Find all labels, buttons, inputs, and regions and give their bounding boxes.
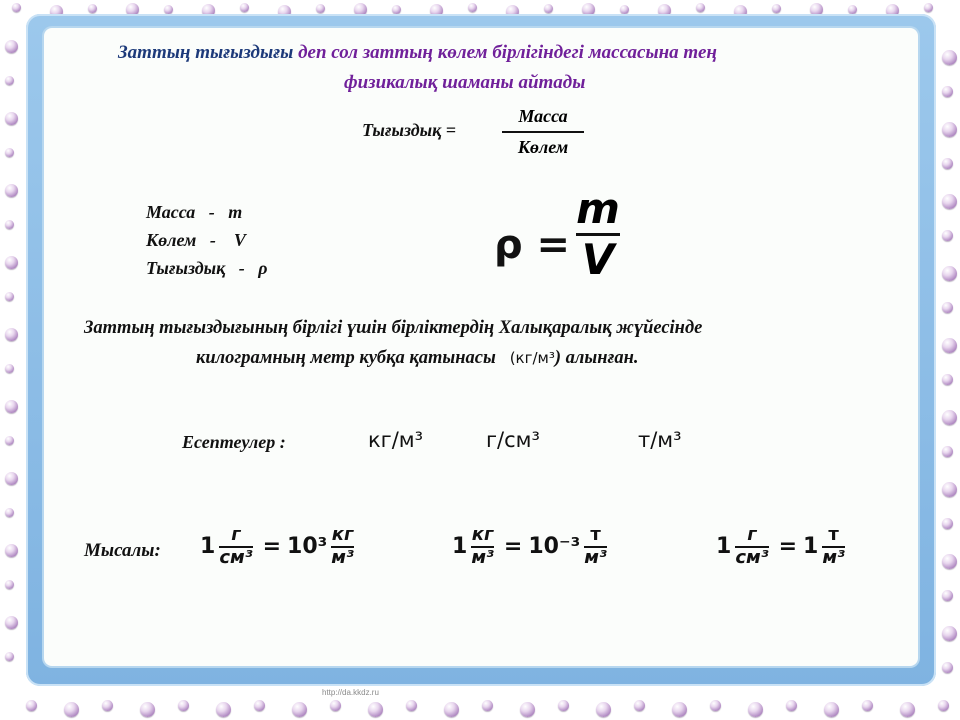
decorative-bead — [942, 446, 953, 457]
word-formula-lhs: Тығыздық = — [362, 120, 457, 140]
decorative-bead — [5, 472, 18, 485]
decorative-bead — [12, 3, 21, 12]
decorative-bead — [5, 148, 14, 157]
symbol-row-density: Тығыздық - ρ — [146, 258, 268, 278]
decorative-bead — [254, 700, 265, 711]
decorative-bead — [596, 702, 611, 717]
decorative-bead — [5, 580, 14, 589]
decorative-bead — [392, 5, 401, 14]
main-formula-denominator: V — [581, 235, 615, 284]
example-3-unit-left: г см³ — [735, 524, 769, 568]
decorative-bead — [5, 364, 14, 373]
si-unit-line-2: килограмның метр кубқа қатынасы (кг/м³) алынған. — [196, 348, 639, 368]
fraction-bar — [502, 131, 584, 133]
decorative-bead — [942, 158, 953, 169]
decorative-bead — [620, 5, 629, 14]
footer-url: http://da.kkdz.ru — [322, 688, 379, 697]
decorative-bead — [5, 436, 14, 445]
decorative-bead — [5, 652, 14, 661]
decorative-bead — [558, 700, 569, 711]
example-1: 1 г см³ = 10³ кг м³ — [200, 524, 354, 568]
decorative-bead — [330, 700, 341, 711]
decorative-bead — [848, 5, 857, 14]
word-formula-fraction — [502, 106, 584, 158]
example-3-unit-right: т м³ — [822, 524, 845, 568]
definition-line-2: физикалық шаманы айтады — [344, 72, 586, 93]
decorative-bead — [316, 4, 325, 13]
decorative-bead — [942, 230, 953, 241]
decorative-bead — [5, 76, 14, 85]
decorative-bead — [748, 702, 763, 717]
decorative-bead — [942, 410, 957, 425]
example-1-unit-right: кг м³ — [331, 524, 354, 568]
slide-panel — [44, 28, 918, 666]
decorative-bead — [5, 112, 18, 125]
decorative-bead — [924, 3, 933, 12]
decorative-bead — [942, 374, 953, 385]
unit-g-cm3: г/см³ — [486, 428, 540, 452]
decorative-bead — [942, 266, 957, 281]
decorative-bead — [5, 292, 14, 301]
decorative-bead — [942, 338, 957, 353]
decorative-bead — [942, 590, 953, 601]
decorative-bead — [942, 518, 953, 529]
decorative-bead — [544, 4, 553, 13]
unit-t-m3: т/м³ — [638, 428, 682, 452]
examples-label: Мысалы: — [84, 540, 161, 561]
symbol-list — [146, 198, 268, 282]
decorative-bead — [696, 3, 705, 12]
decorative-bead — [938, 700, 949, 711]
definition-text: деп сол заттың көлем бірлігіндегі массасына тең — [298, 42, 717, 63]
example-3: 1 г см³ = 1 т м³ — [716, 524, 845, 568]
decorative-bead — [5, 508, 14, 517]
decorative-bead — [710, 700, 721, 711]
decorative-bead — [5, 220, 14, 229]
decorative-bead — [178, 700, 189, 711]
decorative-bead — [482, 700, 493, 711]
decorative-bead — [862, 700, 873, 711]
decorative-bead — [520, 702, 535, 717]
decorative-bead — [5, 184, 18, 197]
main-formula-numerator: m — [576, 184, 620, 233]
definition-term: Заттың тығыздығы — [118, 42, 299, 63]
decorative-bead — [468, 3, 477, 12]
example-2-unit-right: т м³ — [584, 524, 607, 568]
decorative-bead — [5, 40, 18, 53]
decorative-bead — [900, 702, 915, 717]
decorative-bead — [5, 328, 18, 341]
word-formula-denominator: Көлем — [517, 137, 569, 157]
example-2: 1 кг м³ = 10⁻³ т м³ — [452, 524, 607, 568]
decorative-bead — [292, 702, 307, 717]
main-formula-lhs: ρ = — [494, 222, 571, 268]
decorative-bead — [942, 194, 957, 209]
decorative-bead — [672, 702, 687, 717]
decorative-bead — [634, 700, 645, 711]
decorative-bead — [942, 302, 953, 313]
decorative-bead — [942, 554, 957, 569]
decorative-bead — [26, 700, 37, 711]
decorative-bead — [64, 702, 79, 717]
decorative-bead — [406, 700, 417, 711]
decorative-bead — [88, 4, 97, 13]
example-2-unit-left: кг м³ — [471, 524, 494, 568]
decorative-bead — [102, 700, 113, 711]
decorative-bead — [786, 700, 797, 711]
symbol-row-mass: Масса - m — [146, 202, 243, 222]
decorative-bead — [942, 662, 953, 673]
decorative-bead — [140, 702, 155, 717]
example-1-unit-left: г см³ — [219, 524, 253, 568]
decorative-bead — [368, 702, 383, 717]
decorative-bead — [772, 4, 781, 13]
word-formula-numerator: Масса — [518, 106, 568, 126]
definition-line-1 — [118, 42, 717, 64]
decorative-bead — [5, 544, 18, 557]
si-unit-symbol: (кг/м³ — [509, 349, 555, 367]
si-unit-line-1: Заттың тығыздығының бірлігі үшін бірліктердің Халықаралық жүйесінде — [84, 318, 703, 338]
decorative-bead — [824, 702, 839, 717]
decorative-bead — [942, 482, 957, 497]
main-formula-fraction — [576, 184, 620, 284]
decorative-bead — [164, 5, 173, 14]
units-label: Есептеулер : — [182, 432, 286, 452]
decorative-bead — [942, 86, 953, 97]
decorative-bead — [5, 616, 18, 629]
symbol-row-volume: Көлем - V — [146, 230, 246, 250]
decorative-bead — [444, 702, 459, 717]
decorative-bead — [5, 256, 18, 269]
unit-kg-m3: кг/м³ — [368, 428, 424, 452]
decorative-bead — [216, 702, 231, 717]
decorative-bead — [942, 122, 957, 137]
decorative-bead — [942, 50, 957, 65]
decorative-bead — [5, 400, 18, 413]
decorative-bead — [240, 3, 249, 12]
decorative-bead — [942, 626, 957, 641]
